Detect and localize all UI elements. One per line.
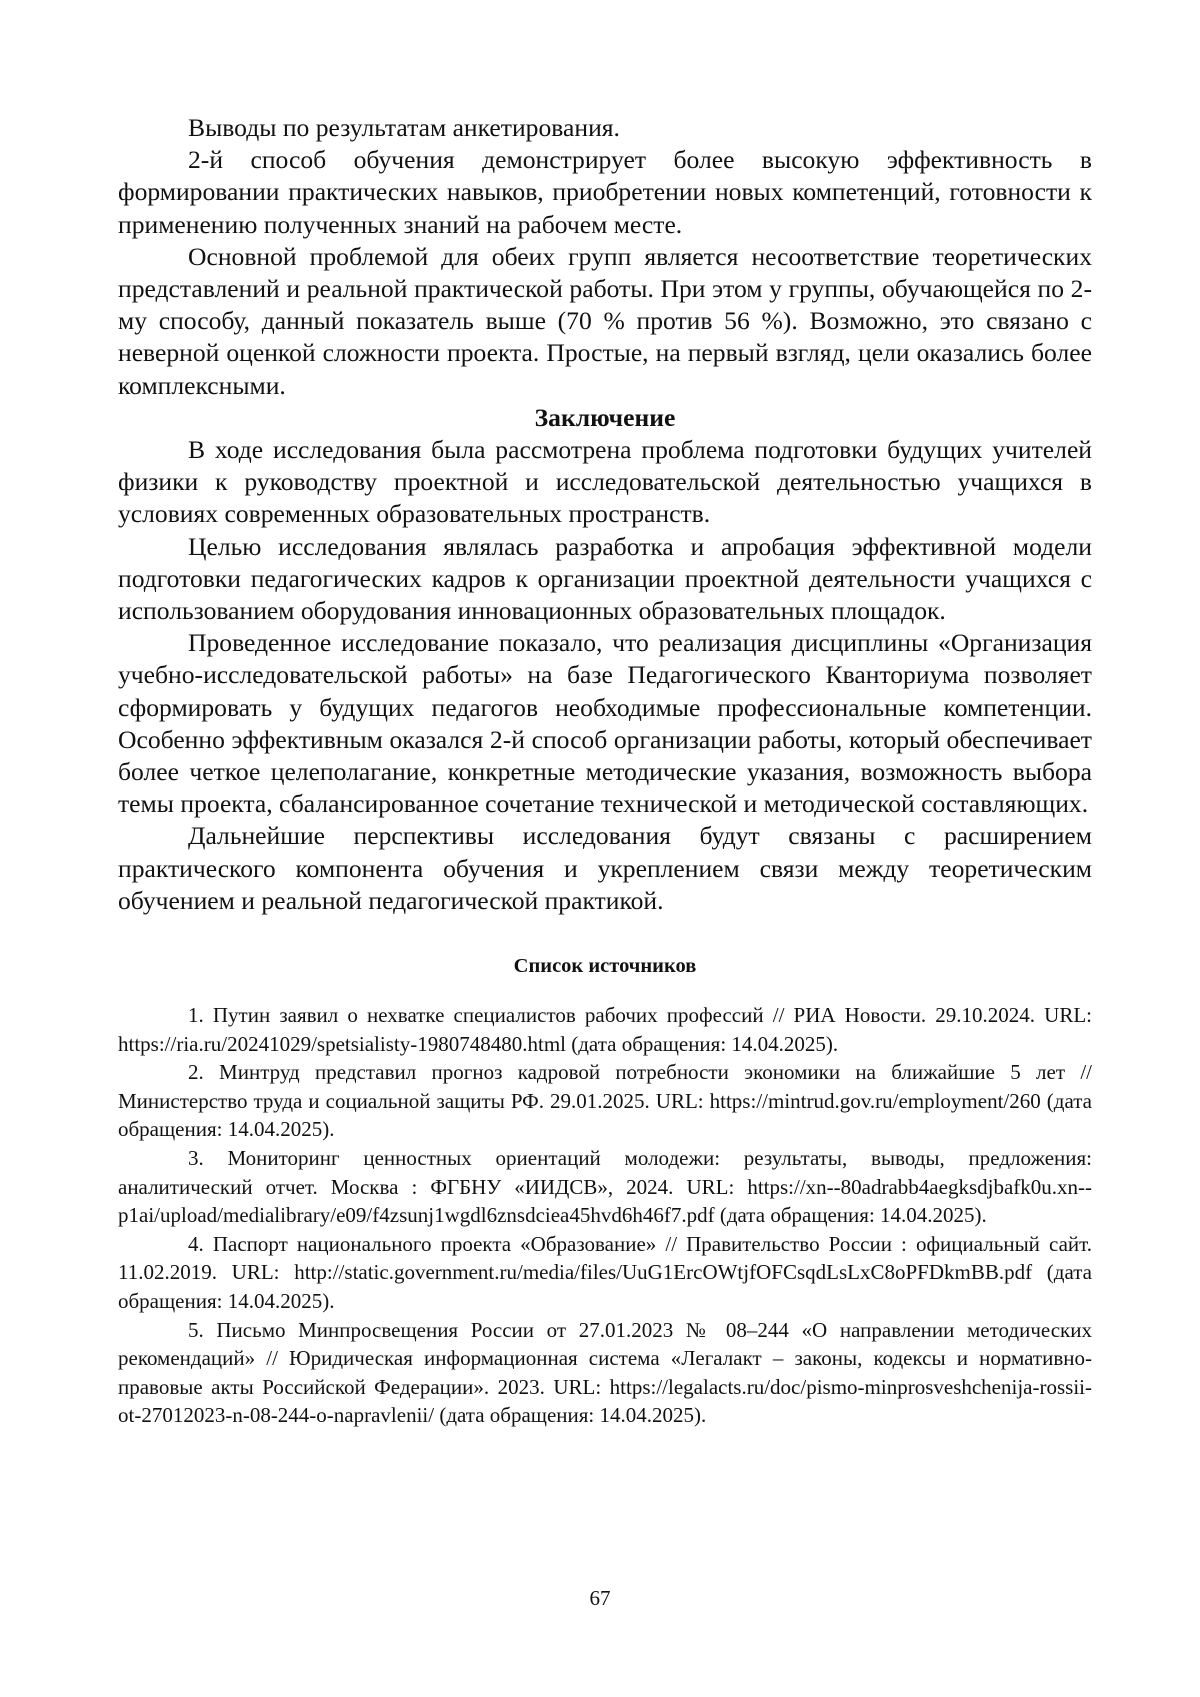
page-number: 67 [589,1586,611,1610]
paragraph-future-prospects: Дальнейшие перспективы исследования будут связаны с расширением практического компонента обучения и укреплением связи между теоретическим обучением и реальной педагогической практикой. [118,821,1092,915]
page-content [118,112,1092,1430]
conclusion-heading: Заключение [534,402,676,432]
paragraph-method-2-effectiveness: 2-й способ обучения демонстрирует более высокую эффективность в формировании практических навыков, приобретении новых компетенций, готовности к применению полученных знаний на рабочем месте. [118,145,1092,239]
paragraph-study-goal: Целью исследования являлась разработка и апробация эффективной модели подготовки педагогических кадров к организации проектной деятельности учащихся с использованием оборудования инновационных образовательных площадок. [118,531,1092,626]
main-text [118,112,1092,917]
paragraph-study-results: Проведенное исследование показало, что реализация дисциплины «Организация учебно-исследовательской работы» на базе Педагогического Кванториума позволяет сформировать у будущих педагогов необходимые профессиональные компетенции. Особенно эффективным оказался 2-й способ организации работы, который обеспечивает более четкое целеполагание, конкретные методические указания, возможность выбора темы проекта, сбалансированное сочетание технической и методической составляющих. [118,628,1092,819]
paragraph-main-problem: Основной проблемой для обеих групп является несоответствие теоретических представлений и реальной практической работы. При этом у группы, обучающейся по 2-му способу, данный показатель выше (70 % против 56 %). Возможно, это связано с неверной оценкой сложности проекта. Простые, на первый взгляд, цели оказались более комплексными. [118,241,1092,400]
reference-list [118,1001,1092,1430]
reference-item: 1. Путин заявил о нехватке специалистов рабочих профессий // РИА Новости. 29.10.2024. URL: https://ria.ru/20241029/spetsialisty-1980748480.html (дата обращения: 14.04.2025). [118,1003,1092,1056]
paragraph-study-scope: В ходе исследования была рассмотрена проблема подготовки будущих учителей физики к руководству проектной и исследовательской деятельностью учащихся в условиях современных образовательных пространств. [118,435,1092,529]
reference-item: 2. Минтруд представил прогноз кадровой потребности экономики на ближайшие 5 лет // Министерство труда и социальной защиты РФ. 29.01.2025. URL: https://mintrud.​gov.ru/employment/260 (дата обращения: 14.04.2025). [118,1060,1092,1142]
reference-item: 3. Мониторинг ценностных ориентаций молодежи: результаты, выводы, предложения: аналитический отчет. Москва : ФГБНУ «ИИДСВ», 2024. URL: https://xn--80adrabb4​aegksdjbafk0u.xn--p1ai/upload/medialibrary/e09/f4zsunj1wgdl6znsdciea45hvd6h46f7.pdf (дата обращения: 14.04.2025). [118,1146,1092,1228]
reference-item: 4. Паспорт национального проекта «Образование» // Правительство России : официальный сайт. 11.02.2019. URL: http://static.government.ru/media/files/UuG1ErcOWtjfOFCsqdLs​LxC8oPFDkmBB.pdf (дата обращения: 14.04.2025). [118,1231,1092,1314]
survey-conclusions-intro: Выводы по результатам анкетирования. [188,113,620,142]
sources-heading: Список источников [513,955,697,978]
reference-item: 5. Письмо Минпросвещения России от 27.01.2023 № 08–244 «О направлении методических рекомендаций» // Юридическая информационная система «Легалакт – законы, кодексы и нормативно-правовые акты Российской Федерации». 2023. URL: https://legalacts.ru/​doc/pismo-minprosveshchenija-rossii-ot-27012023-n-08-244-o-napravlenii/ (дата обращения: 14.04.2025). [118,1317,1092,1428]
